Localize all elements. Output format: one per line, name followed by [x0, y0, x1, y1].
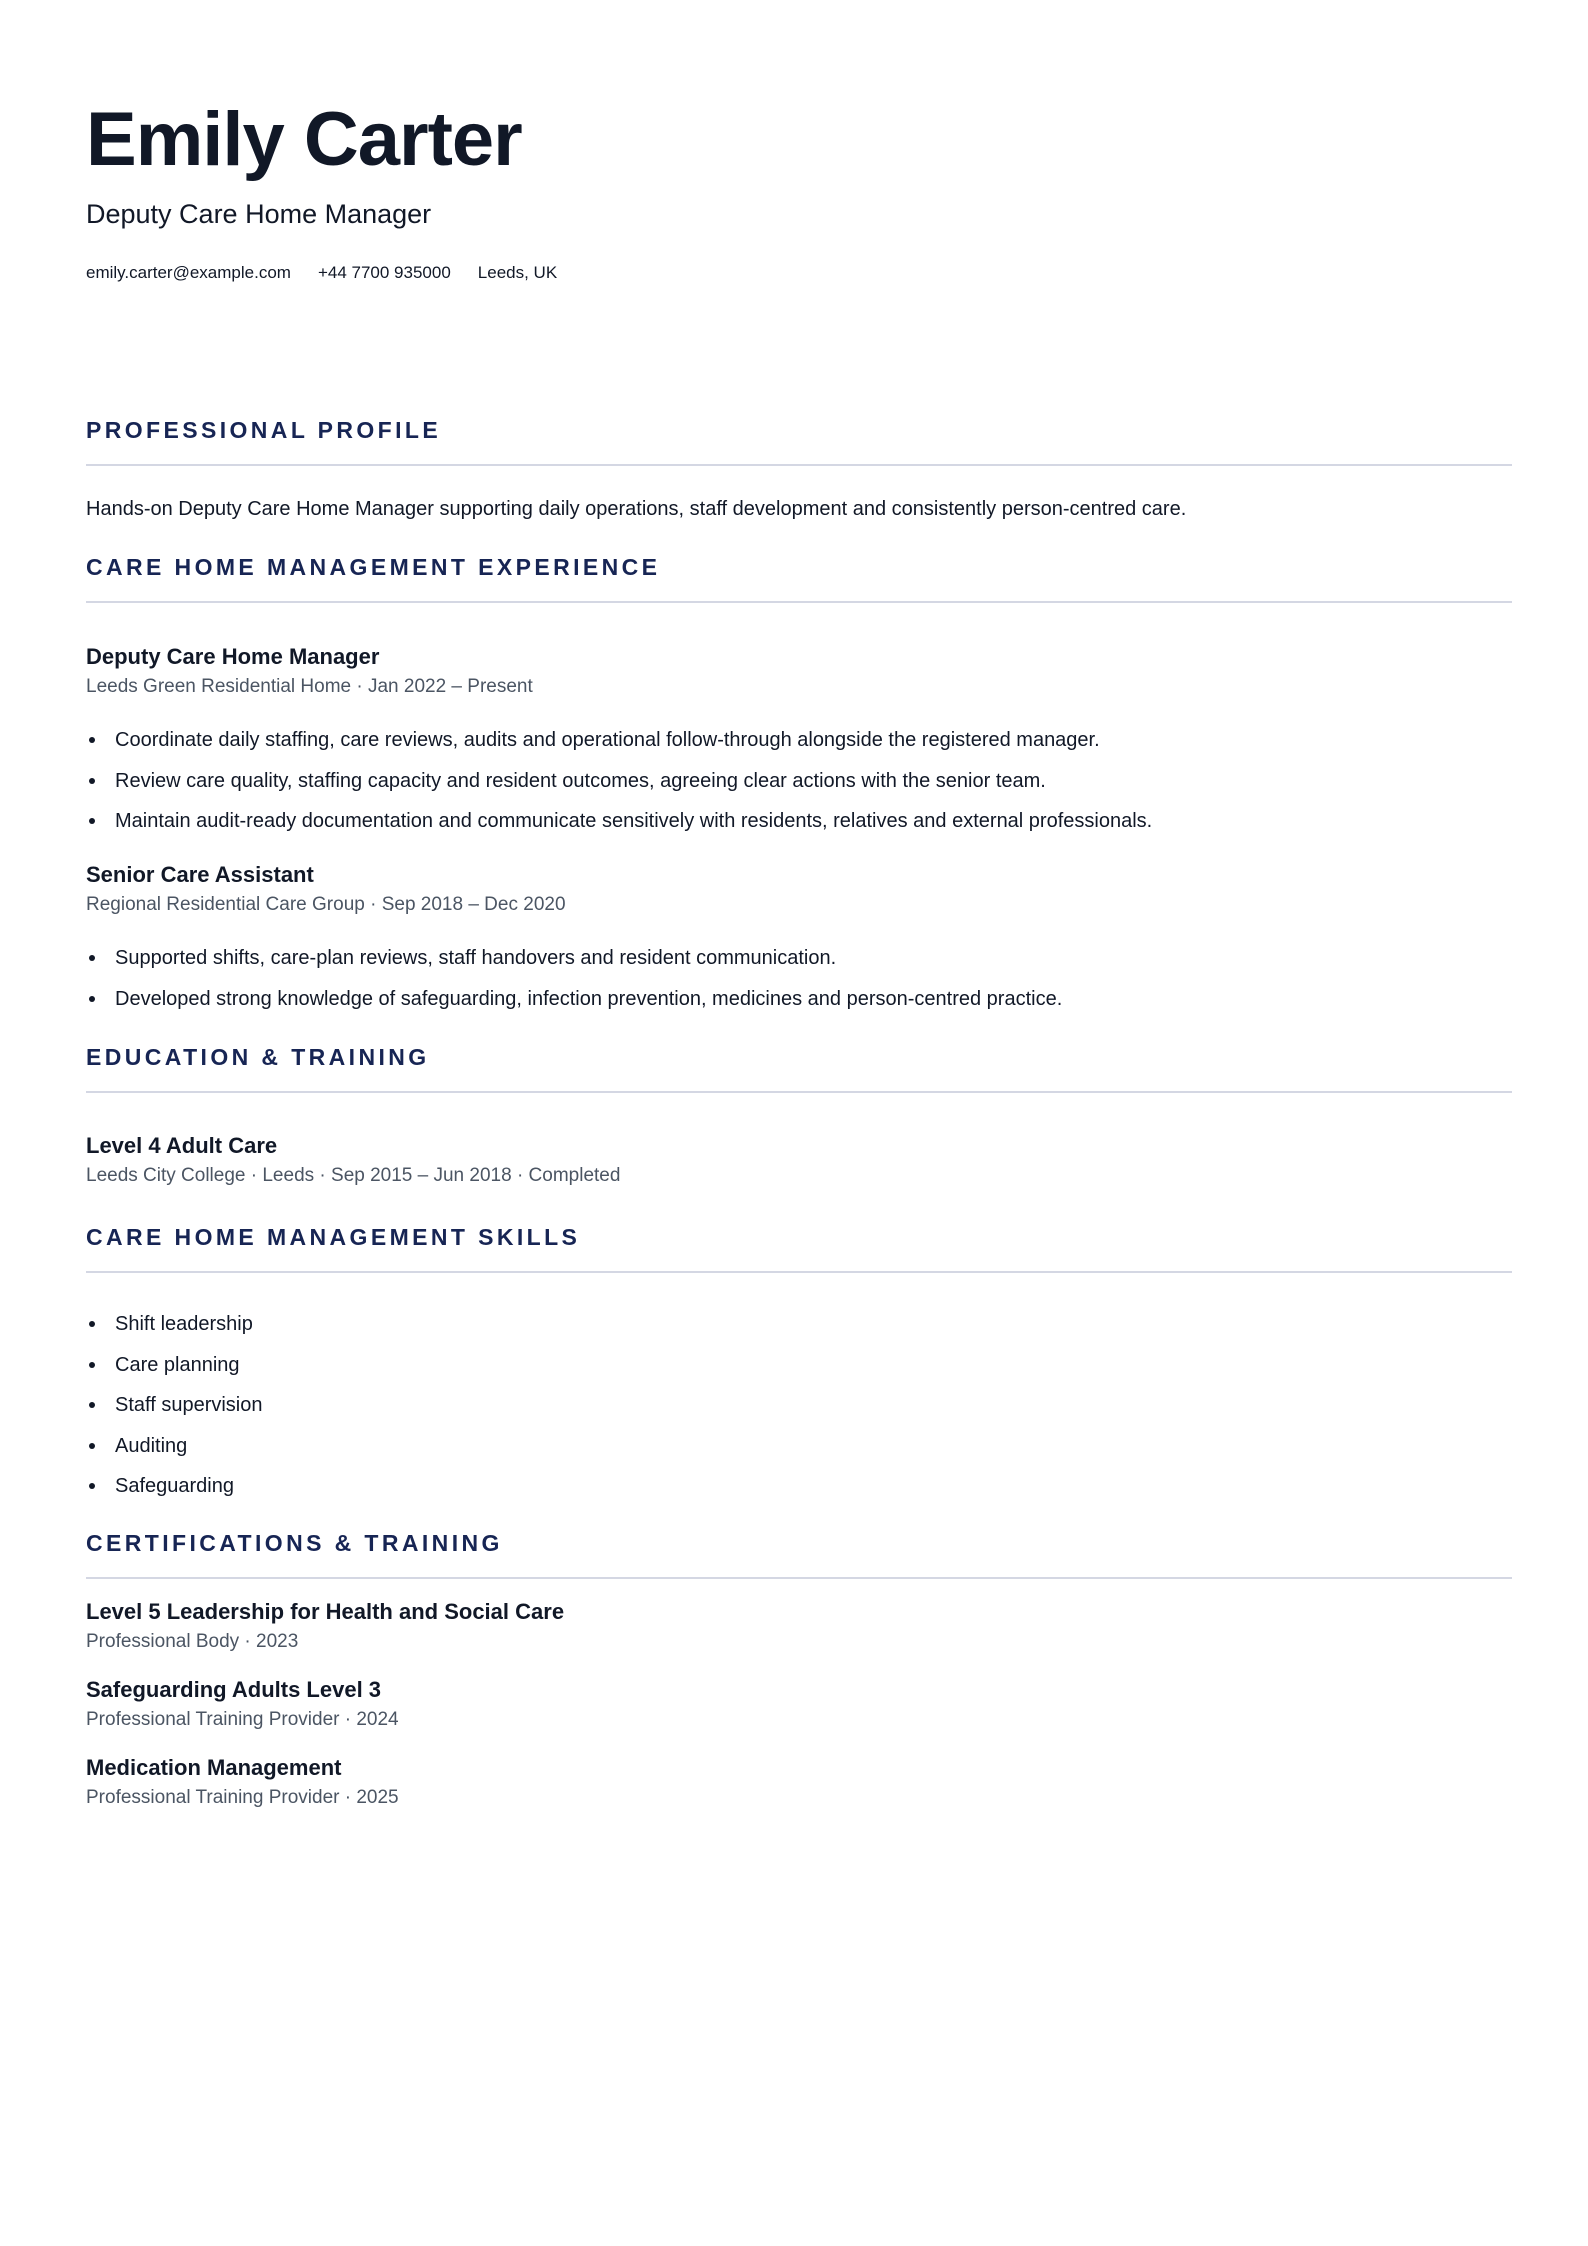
- job-bullet-list: [86, 944, 1062, 1025]
- section-divider: [86, 1271, 1512, 1273]
- job-bullet-list: [86, 726, 1152, 848]
- certification-title: Medication Management: [86, 1755, 342, 1780]
- education-meta: Leeds City College · Leeds · Sep 2015 – Jun 2018 · Completed: [86, 1165, 621, 1186]
- job-bullet: Maintain audit-ready documentation and communicate sensitively with residents, relatives and external professionals.: [86, 807, 1152, 848]
- section-heading-experience: CARE HOME MANAGEMENT EXPERIENCE: [86, 554, 661, 580]
- location: Leeds, UK: [477, 263, 558, 282]
- certification-title: Level 5 Leadership for Health and Social Care: [86, 1599, 565, 1624]
- skill-item: Safeguarding: [86, 1472, 263, 1513]
- skills-list: [86, 1310, 263, 1513]
- job-title: Senior Care Assistant: [86, 862, 314, 887]
- section-divider: [86, 1091, 1512, 1093]
- profile-summary: Hands-on Deputy Care Home Manager supporting daily operations, staff development and consistently person-centred care.: [86, 498, 1187, 520]
- email-address[interactable]: emily.carter@example.com: [86, 263, 291, 282]
- skill-item: Staff supervision: [86, 1391, 263, 1432]
- skill-item: Shift leadership: [86, 1310, 263, 1351]
- job-meta: Leeds Green Residential Home · Jan 2022 – Present: [86, 676, 533, 697]
- section-heading-education: EDUCATION & TRAINING: [86, 1044, 430, 1070]
- skill-item: Care planning: [86, 1351, 263, 1392]
- candidate-name: Emily Carter: [86, 97, 522, 182]
- section-heading-profile: PROFESSIONAL PROFILE: [86, 417, 442, 443]
- certification-title: Safeguarding Adults Level 3: [86, 1677, 382, 1702]
- certification-meta: Professional Body · 2023: [86, 1631, 299, 1652]
- education-title: Level 4 Adult Care: [86, 1133, 278, 1158]
- certification-meta: Professional Training Provider · 2024: [86, 1709, 399, 1730]
- job-bullet: Coordinate daily staffing, care reviews, audits and operational follow-through alongside the registered manager.: [86, 726, 1152, 767]
- phone-number[interactable]: +44 7700 935000: [317, 263, 451, 282]
- certification-meta: Professional Training Provider · 2025: [86, 1787, 399, 1808]
- candidate-title: Deputy Care Home Manager: [86, 199, 432, 229]
- job-meta: Regional Residential Care Group · Sep 2018 – Dec 2020: [86, 894, 566, 915]
- job-bullet: Supported shifts, care-plan reviews, staff handovers and resident communication.: [86, 944, 1062, 985]
- job-bullet: Review care quality, staffing capacity and resident outcomes, agreeing clear actions with the senior team.: [86, 767, 1152, 808]
- section-heading-certifications: CERTIFICATIONS & TRAINING: [86, 1530, 503, 1556]
- section-heading-skills: CARE HOME MANAGEMENT SKILLS: [86, 1224, 581, 1250]
- contact-row: [86, 261, 557, 285]
- job-title: Deputy Care Home Manager: [86, 644, 380, 669]
- job-bullet: Developed strong knowledge of safeguarding, infection prevention, medicines and person-centred practice.: [86, 985, 1062, 1026]
- section-divider: [86, 601, 1512, 603]
- section-divider: [86, 464, 1512, 466]
- section-divider: [86, 1577, 1512, 1579]
- skill-item: Auditing: [86, 1432, 263, 1473]
